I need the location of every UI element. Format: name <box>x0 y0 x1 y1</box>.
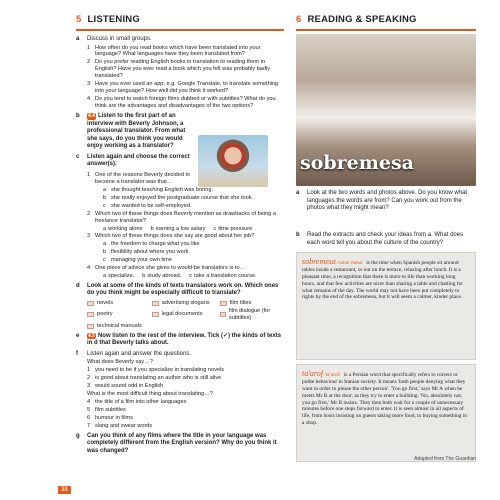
exercise-letter: a <box>76 36 80 42</box>
list-item: 4 Do you tend to watch foreign films dubbed or with subtitles? What do you think are the advantages and disadvantages of the two options? <box>87 96 276 110</box>
question: 3 Which two of these things does she say are good about her job? <box>87 232 255 239</box>
checkbox[interactable] <box>220 312 226 317</box>
list-item: 3 Have you ever used an app, e.g. Google Translate, to translate something into your language? How well did you think it worked? <box>87 81 279 95</box>
list-item: 1 you need to be if you specialize in translating novels <box>87 367 225 374</box>
option: a she thought teaching English was boring. <box>103 186 213 193</box>
listening-column <box>76 36 284 458</box>
checkbox-option[interactable]: poetry <box>87 308 142 322</box>
list-item: 1 How often do you read books which have been translated into your language? What languages have they been translated from? <box>87 44 261 58</box>
exercise-f: f Listen again and answer the questions. What does Beverly say…? 1 you need to be if you specialize in translating novels 2 is good about translating an author who is still alive 3 would sound odd in English What is the most difficult thing about translating…? 4 the title of a film into other languages 5 film subtitles 6 humour in films 7 slang and swear words <box>76 351 284 430</box>
option: c managing your own time <box>103 256 172 263</box>
option: b flexibility about where you work <box>103 248 189 255</box>
option: b earning a low salary <box>150 225 206 232</box>
exercise-a: a Look at the two words and photos above. Do you know what languages the words are from? Can you work out from the photos what they might mean? <box>296 190 468 211</box>
checkbox-option[interactable]: film titles <box>220 300 284 307</box>
photo-caption: sobremesa <box>300 152 414 174</box>
option: b study abroad. <box>142 272 182 279</box>
exercise-d: d Look at some of the kinds of texts translators work on. Which ones do you think might be especially difficult to translate? novels advertising slogans film titles poetry legal documents film dialogue (for subtitles) technical manuals <box>76 283 284 330</box>
question: 4 One piece of advice she gives to would-be translators is to… <box>87 264 246 271</box>
extract-text: is the time when Spanish people sit around tables inside a restaurant, or out on the terrace, relaxing after lunch. It is a pleasant time, a recognition that there is more to life than working long hours, and that few activities are nicer than sharing a table and chatting for what remains of the day. The world may not have been put completely to rights by the end of the sobremesa, but it will seem a calmer, kinder place. <box>302 260 464 301</box>
checkbox[interactable] <box>220 301 227 306</box>
pronunciation: /taˈarof/ <box>324 373 341 378</box>
checkbox-option[interactable]: technical manuals <box>87 323 142 330</box>
extract-sobremesa <box>296 252 476 360</box>
exercise-b: b Read the extracts and check your ideas from a. What does each word tell you about the culture of the country? <box>296 232 464 246</box>
question-group-heading: What is the most difficult thing about translating…? <box>87 391 213 398</box>
option: b she really enjoyed the postgraduate course that she took. <box>103 194 254 201</box>
list-item: 2 Do you prefer reading English books in translation to reading them in English? Have you ever read a book which you felt was probably badly translated? <box>87 59 271 80</box>
page-number: 38 <box>58 486 71 494</box>
option: c take a translation course. <box>189 272 257 279</box>
extract-text: is a Persian word that specifically refers to correct or polite behaviour in Iranian society. It means 'both people denying what they want in order to please the other person'. 'You go first,' says Mr A when he meets Mr B at the door, as they try to enter a building. 'No, absolutely not, you go first,' Mr B insists. They then both wait for a couple of unnecessary minutes before one steps forward to enter. It is seen almost in all aspects of life, from hosts insisting on guests taking more food, to buying something in a shop. <box>302 372 468 426</box>
option: a specialize. <box>103 272 135 279</box>
audio-badge[interactable]: 4.4 <box>88 113 95 120</box>
checkbox[interactable] <box>87 324 94 329</box>
question-group-heading: What does Beverly say…? <box>87 359 153 366</box>
header-rule <box>76 29 284 31</box>
exercise-c: c Listen again and choose the correct answer(s). <box>76 153 190 168</box>
list-item: 6 humour in films <box>87 414 133 421</box>
list-item: 7 slang and swear words <box>87 422 153 429</box>
option: c time pressure <box>213 225 253 232</box>
checkbox[interactable] <box>152 301 159 306</box>
exercise-b: b 4.4 Listen to the first part of an interview with Beverly Johnson, a professional translator. From what she says, do you think you would enjoy working as a translator? <box>76 113 186 150</box>
exercise-e: e 4.5 Now listen to the rest of the interview. Tick (✓) the kinds of texts in d that Beverly talks about. <box>76 332 282 347</box>
exercise-g: g Can you think of any films where the title in your language was completely different from the English version? Why do you think it was changed? <box>76 432 277 454</box>
list-item: 4 the title of a film into other languages <box>87 399 187 405</box>
question: 2 Which two of these things does Beverly mention as drawbacks of being a freelance translator? <box>87 210 276 224</box>
section-title: READING & SPEAKING <box>307 14 417 25</box>
list-item: 5 film subtitles <box>87 406 126 413</box>
section-title: LISTENING <box>87 14 140 25</box>
checkbox-option[interactable]: film dialogue (for subtitles) <box>220 308 284 322</box>
option: a working alone <box>103 225 143 232</box>
checkbox[interactable] <box>152 312 159 317</box>
pronunciation: /sobreˈmesa/ <box>337 261 363 266</box>
text-type-checkboxes <box>76 300 284 330</box>
list-item: 2 is good about translating an author who is still alive <box>87 375 222 382</box>
source-credit: Adapted from The Guardian <box>414 456 476 462</box>
exercise-c-questions <box>76 172 284 280</box>
section-number: 5 <box>76 14 82 25</box>
extract-term: ta'arof <box>302 369 323 378</box>
header-rule <box>296 29 476 31</box>
extract-taarof <box>296 364 476 462</box>
checkbox-option[interactable]: advertising slogans <box>152 300 210 307</box>
section-number: 6 <box>296 14 302 25</box>
extract-term: sobremesa <box>302 257 336 266</box>
reading-header <box>296 14 476 28</box>
listening-header <box>76 14 284 28</box>
checkbox-option[interactable]: novels <box>87 300 142 307</box>
exercise-instruction: Discuss in small groups. <box>87 36 152 42</box>
sobremesa-photo <box>296 34 476 186</box>
checkbox-option[interactable]: legal documents <box>152 308 210 322</box>
option: a the freedom to charge what you like <box>103 240 200 247</box>
exercise-a <box>76 36 284 110</box>
question: 1 One of the reasons Beverly decided to become a translator was that… <box>87 171 191 185</box>
checkbox[interactable] <box>87 312 94 317</box>
list-item: 3 would sound odd in English <box>87 383 164 390</box>
audio-badge[interactable]: 4.5 <box>88 332 95 339</box>
reading-column <box>296 190 476 490</box>
translator-photo <box>198 135 268 187</box>
option: c she wanted to be self-employed. <box>103 202 192 209</box>
checkbox[interactable] <box>87 301 94 306</box>
